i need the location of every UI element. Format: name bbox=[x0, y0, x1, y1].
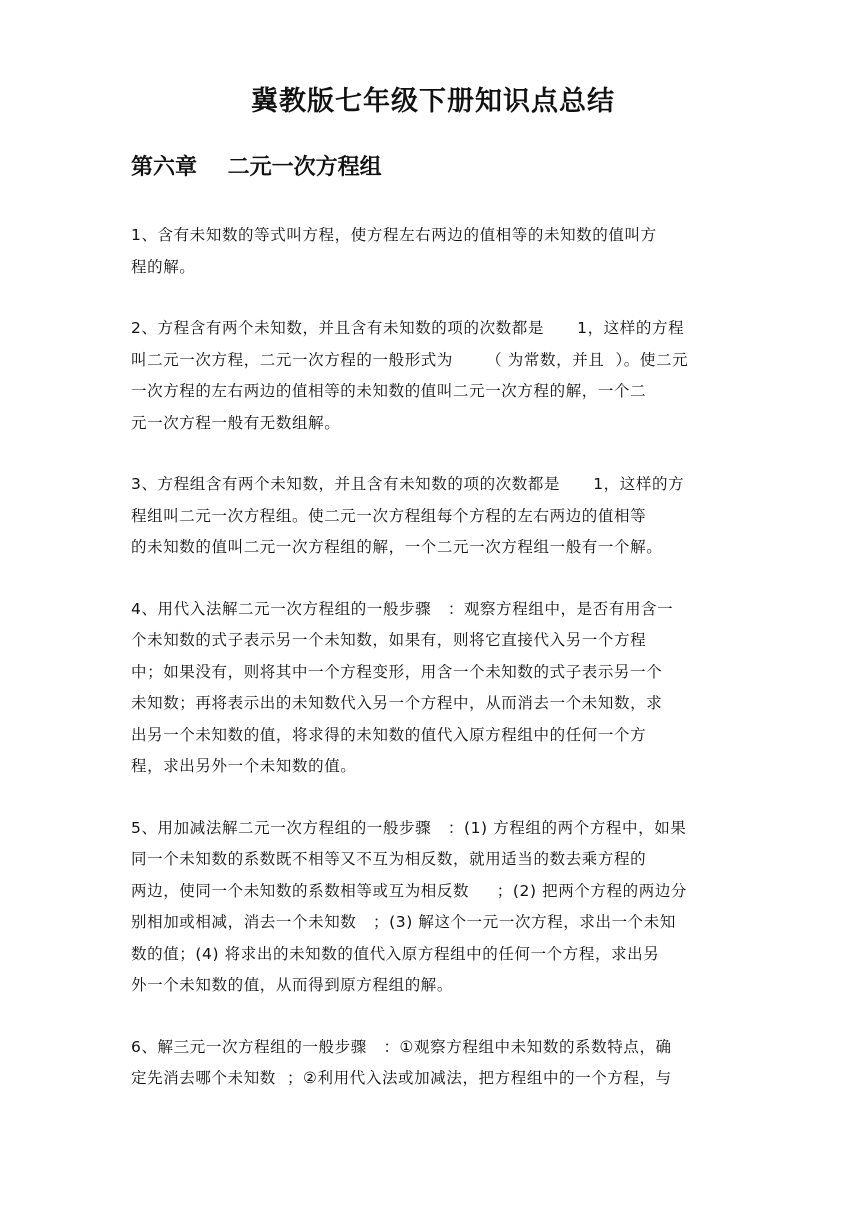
document-body bbox=[131, 220, 741, 1125]
text-line: 中；如果没有，则将其中一个方程变形，用含一个未知数的式子表示另一个 bbox=[131, 662, 663, 681]
paragraph-5 bbox=[131, 813, 741, 1002]
text-line: 数的值；(4) 将求出的未知数的值代入原方程组中的任何一个方程，求出另 bbox=[131, 944, 660, 963]
text-line: 别相加或相减，消去一个未知数 ；(3) 解这个一元一次方程，求出一个未知 bbox=[131, 913, 676, 931]
text-line: 叫二元一次方程，二元一次方程的一般形式为 （ 为常数，并且 ）。使二元 bbox=[131, 350, 689, 369]
text-line: 2、方程含有两个未知数，并且含有未知数的项的次数都是 1，这样的方程 bbox=[131, 319, 685, 337]
paragraph-1 bbox=[131, 220, 741, 283]
text-line: 程，求出另外一个未知数的值。 bbox=[131, 757, 357, 775]
text-line: 4、用代入法解二元一次方程组的一般步骤 ：观察方程组中，是否有用含一 bbox=[131, 599, 674, 618]
document-title: 冀教版七年级下册知识点总结 bbox=[251, 86, 615, 117]
text-line: 程组叫二元一次方程组。使二元一次方程组每个方程的左右两边的值相等 bbox=[131, 506, 647, 525]
text-line: 两边，使同一个未知数的系数相等或互为相反数 ；(2) 把两个方程的两边分 bbox=[131, 881, 688, 900]
paragraph-3 bbox=[131, 469, 741, 564]
paragraph-6 bbox=[131, 1032, 741, 1095]
text-line: 出另一个未知数的值，将求得的未知数的值代入原方程组中的任何一个方 bbox=[131, 725, 647, 744]
text-line: 一次方程的左右两边的值相等的未知数的值叫二元一次方程的解，一个二 bbox=[131, 382, 647, 400]
text-line: 同一个未知数的系数既不相等又不互为相反数，就用适当的数去乘方程的 bbox=[131, 850, 647, 868]
text-line: 程的解。 bbox=[131, 257, 196, 276]
text-line: 5、用加减法解二元一次方程组的一般步骤 ：(1) 方程组的两个方程中，如果 bbox=[131, 818, 687, 837]
text-line: 未知数；再将表示出的未知数代入另一个方程中，从而消去一个未知数，求 bbox=[131, 694, 663, 712]
paragraph-4 bbox=[131, 594, 741, 783]
paragraph-2 bbox=[131, 313, 741, 439]
text-line: 外一个未知数的值，从而得到原方程组的解。 bbox=[131, 976, 454, 994]
text-line: 6、解三元一次方程组的一般步骤 ：①观察方程组中未知数的系数特点，确 bbox=[131, 1037, 672, 1056]
text-line: 的未知数的值叫二元一次方程组的解，一个二元一次方程组一般有一个解。 bbox=[131, 538, 663, 556]
text-line: 3、方程组含有两个未知数，并且含有未知数的项的次数都是 1，这样的方 bbox=[131, 475, 685, 493]
text-line: 个未知数的式子表示另一个未知数，如果有，则将它直接代入另一个方程 bbox=[131, 631, 647, 649]
chapter-heading: 第六章 二元一次方程组 bbox=[131, 155, 382, 180]
text-line: 元一次方程一般有无数组解。 bbox=[131, 413, 341, 432]
text-line: 1、含有未知数的等式叫方程，使方程左右两边的值相等的未知数的值叫方 bbox=[131, 226, 657, 244]
text-line: 定先消去哪个未知数 ；②利用代入法或加减法，把方程组中的一个方程，与 bbox=[131, 1069, 672, 1087]
